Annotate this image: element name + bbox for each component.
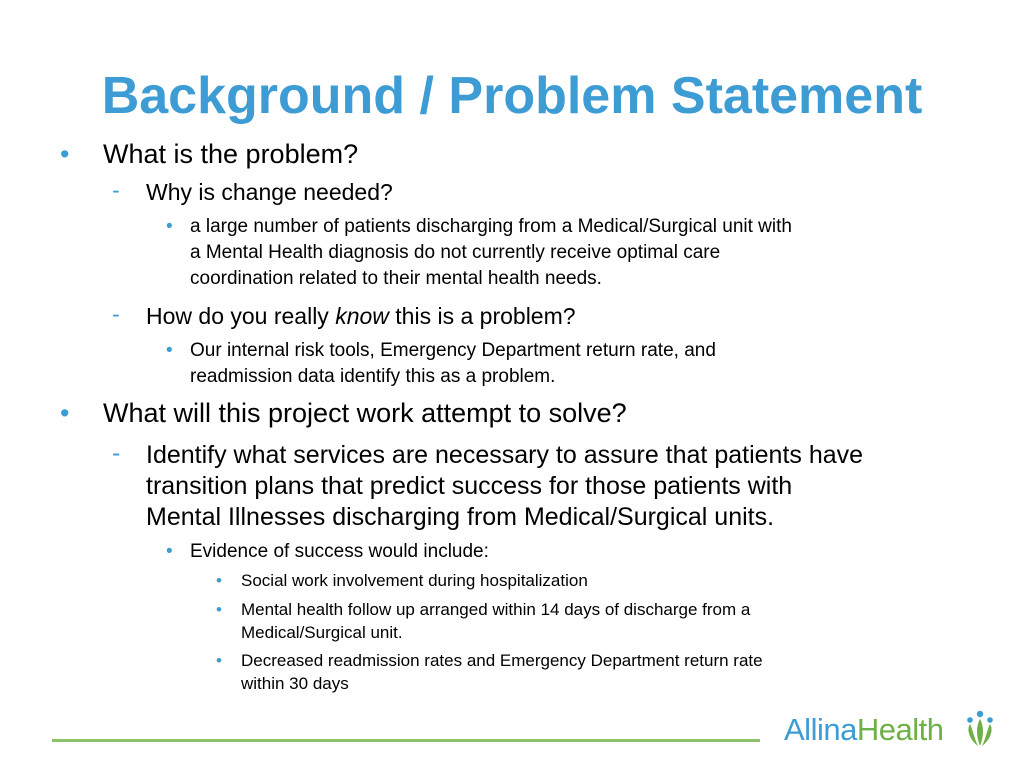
bullet-text-line: Medical/Surgical unit. — [241, 623, 403, 642]
bullet-text-line: coordination related to their mental health needs. — [190, 268, 602, 289]
dash-icon: - — [112, 177, 120, 203]
bullet-text-line: within 30 days — [241, 674, 349, 693]
bullet-text: How do you really — [146, 303, 336, 329]
bullet-text-line: Decreased readmission rates and Emergency Department return rate — [241, 651, 763, 670]
logo-word-health: Health — [856, 712, 944, 747]
bullet-text: What is the problem? — [103, 139, 359, 169]
allina-health-people-mark-icon — [962, 708, 998, 748]
bullet-text-line: readmission data identify this as a problem. — [190, 366, 556, 387]
bullet-icon: • — [166, 216, 173, 237]
bullet-text: Social work involvement during hospitalization — [241, 571, 588, 590]
bullet-icon: • — [216, 651, 222, 670]
bullet-text: Evidence of success would include: — [190, 541, 489, 562]
bullet-text-emphasis: know — [335, 303, 389, 329]
dash-icon: - — [112, 301, 120, 327]
bullet-text-line: Identify what services are necessary to assure that patients have — [146, 441, 864, 469]
bullet-text: Why is change needed? — [146, 179, 393, 205]
allina-health-logo — [784, 710, 943, 750]
bullet-icon: • — [216, 600, 222, 619]
bullet-text: this is a problem? — [388, 303, 576, 329]
bullet-icon: • — [60, 139, 70, 169]
bullet-text-line: transition plans that predict success for those patients with — [146, 472, 793, 500]
slide-title: Background / Problem Statement — [101, 67, 923, 125]
bullet-icon: • — [216, 571, 222, 590]
footer-divider — [52, 739, 760, 742]
bullet-text-line: a large number of patients discharging from a Medical/Surgical unit with — [190, 216, 792, 237]
bullet-text-line: Our internal risk tools, Emergency Department return rate, and — [190, 340, 716, 361]
bullet-text: What will this project work attempt to solve? — [103, 398, 627, 428]
logo-word-allina: Allina — [784, 712, 857, 747]
bullet-text-line: Mental health follow up arranged within 14 days of discharge from a — [241, 600, 751, 619]
bullet-icon: • — [166, 541, 173, 562]
dash-icon: - — [112, 439, 121, 467]
bullet-icon: • — [60, 398, 70, 428]
bullet-text-line: a Mental Health diagnosis do not currently receive optimal care — [190, 242, 721, 263]
bullet-text-line: Mental Illnesses discharging from Medical/Surgical units. — [146, 503, 775, 531]
bullet-icon: • — [166, 340, 173, 361]
